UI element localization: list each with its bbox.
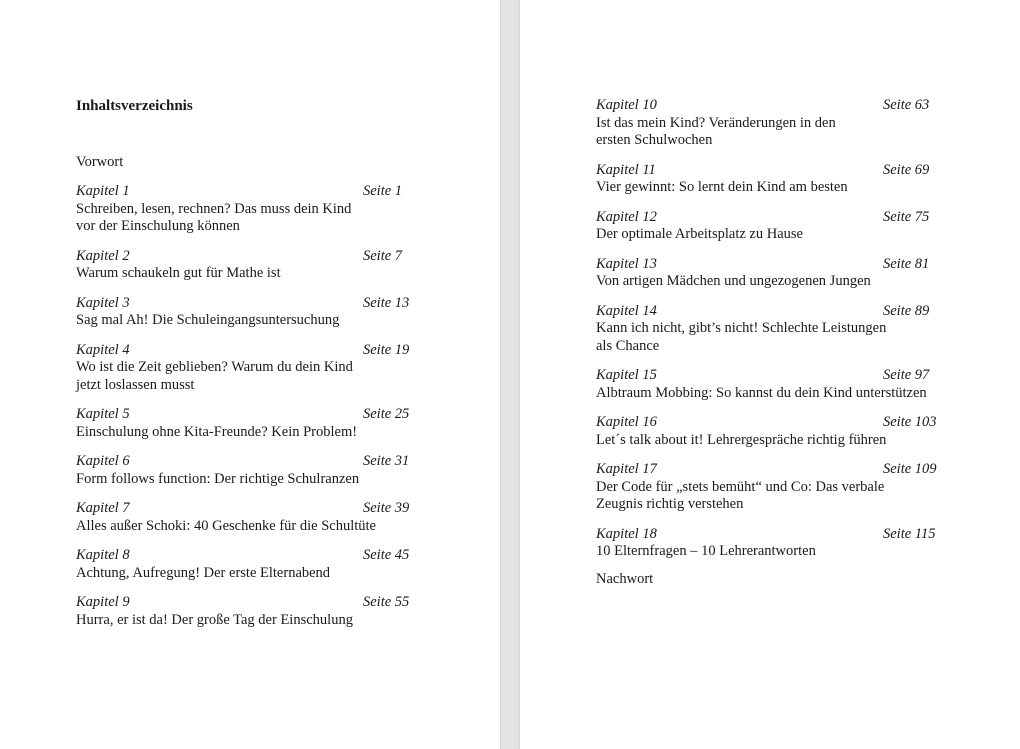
chapter-label: Kapitel 6 [76, 453, 130, 469]
chapter-label: Kapitel 15 [596, 367, 657, 383]
chapter-title-line: Form follows function: Der richtige Schulranzen [76, 470, 360, 487]
toc-entry-head [596, 526, 966, 544]
toc-entry-head [596, 209, 966, 227]
chapter-label: Kapitel 8 [76, 547, 130, 563]
page-reference: Seite 31 [363, 453, 410, 469]
toc-entry-head [76, 406, 421, 424]
page-reference: Seite 115 [883, 525, 936, 542]
toc-entry-head [76, 500, 421, 518]
toc-entry [76, 500, 421, 535]
chapter-title-line: ersten Schulwochen [596, 132, 713, 148]
chapter-label: Kapitel 4 [76, 341, 130, 358]
page-gutter [500, 0, 520, 749]
toc-entry-head [76, 453, 421, 471]
toc-title: Inhaltsverzeichnis [76, 98, 193, 114]
page-reference: Seite 39 [363, 500, 410, 516]
toc-entry [596, 209, 966, 244]
toc-entry [76, 453, 421, 488]
chapter-title-line: Schreiben, lesen, rechnen? Das muss dein Kind [76, 200, 352, 217]
chapter-title-line: Ist das mein Kind? Veränderungen in den [596, 114, 836, 131]
toc-entry [76, 342, 421, 395]
page-reference: Seite 55 [363, 594, 410, 610]
toc-entry-head [596, 162, 966, 180]
toc-entry-head [76, 295, 421, 313]
toc-entry-head [596, 367, 966, 385]
chapter-label: Kapitel 10 [596, 97, 657, 113]
chapter-label: Kapitel 7 [76, 500, 130, 516]
page-reference: Seite 81 [883, 255, 930, 272]
chapter-label: Kapitel 9 [76, 594, 130, 610]
chapter-title-line: Warum schaukeln gut für Mathe ist [76, 265, 281, 281]
chapter-title-line: Achtung, Aufregung! Der erste Elternabend [76, 564, 331, 581]
chapter-title-line: Kann ich nicht, gibt’s nicht! Schlechte Leistungen [596, 320, 887, 336]
toc-entry [596, 162, 966, 197]
toc-nachwort: Nachwort [596, 570, 654, 587]
chapter-label: Kapitel 2 [76, 247, 130, 264]
toc-entry [76, 547, 421, 582]
toc-entry [596, 526, 966, 561]
chapter-label: Kapitel 3 [76, 294, 130, 311]
chapter-label: Kapitel 18 [596, 525, 657, 542]
chapter-label: Kapitel 12 [596, 208, 657, 225]
toc-entry [76, 183, 421, 236]
chapter-title-line: Sag mal Ah! Die Schuleingangsuntersuchung [76, 312, 340, 328]
toc-entry [596, 414, 966, 449]
toc-entry [596, 303, 966, 356]
toc-entry [76, 594, 421, 629]
chapter-title-line: Von artigen Mädchen und ungezogenen Jungen [596, 273, 871, 289]
chapter-label: Kapitel 17 [596, 461, 657, 477]
chapter-title-line: Albtraum Mobbing: So kannst du dein Kind unterstützen [596, 384, 927, 401]
toc-entry [76, 248, 421, 283]
chapter-label: Kapitel 13 [596, 255, 657, 272]
toc-entry-head [76, 594, 421, 612]
chapter-title-line: Hurra, er ist da! Der große Tag der Einschulung [76, 611, 353, 628]
page-reference: Seite 25 [363, 406, 410, 422]
chapter-title-line: Alles außer Schoki: 40 Geschenke für die Schultüte [76, 517, 376, 534]
toc-entry-head [76, 248, 421, 266]
page-left [0, 0, 500, 749]
page-reference: Seite 69 [883, 161, 930, 178]
chapter-label: Kapitel 16 [596, 414, 657, 430]
toc-entry-head [596, 97, 966, 115]
toc-entry [596, 97, 966, 150]
page-reference: Seite 103 [883, 414, 937, 430]
chapter-label: Kapitel 11 [596, 161, 656, 178]
page-reference: Seite 63 [883, 97, 930, 113]
page-reference: Seite 13 [363, 294, 410, 311]
chapter-title-line: Der Code für „stets bemüht“ und Co: Das verbale [596, 478, 885, 495]
chapter-title-line: als Chance [596, 337, 660, 354]
toc-vorwort: Vorwort [76, 154, 124, 170]
toc-entry-head [596, 461, 966, 479]
chapter-title-line: jetzt loslassen musst [76, 376, 195, 393]
toc-entry [596, 367, 966, 402]
toc-entry-head [76, 183, 421, 201]
toc-entry-head [596, 256, 966, 274]
page-reference: Seite 89 [883, 302, 930, 319]
page-reference: Seite 1 [363, 183, 403, 199]
toc-entry [76, 406, 421, 441]
toc-entry-head [76, 547, 421, 565]
page-reference: Seite 7 [363, 247, 403, 264]
chapter-title-line: vor der Einschulung können [76, 218, 240, 234]
chapter-label: Kapitel 5 [76, 406, 130, 422]
page-reference: Seite 19 [363, 341, 410, 358]
page-reference: Seite 75 [883, 208, 930, 225]
page-right [520, 0, 1020, 749]
toc-entry-head [76, 342, 421, 360]
toc-entry [76, 295, 421, 330]
toc-entry-head [596, 414, 966, 432]
page-reference: Seite 109 [883, 461, 937, 477]
chapter-title-line: 10 Elternfragen – 10 Lehrerantworten [596, 543, 816, 559]
chapter-title-line: Let´s talk about it! Lehrergespräche richtig führen [596, 431, 887, 448]
toc-entry-head [596, 303, 966, 321]
chapter-title-line: Zeugnis richtig verstehen [596, 496, 744, 512]
toc-entry [596, 461, 966, 514]
chapter-label: Kapitel 1 [76, 183, 130, 199]
page-reference: Seite 45 [363, 547, 410, 563]
chapter-title-line: Wo ist die Zeit geblieben? Warum du dein Kind [76, 359, 353, 375]
chapter-title-line: Vier gewinnt: So lernt dein Kind am besten [596, 179, 848, 195]
chapter-label: Kapitel 14 [596, 302, 657, 319]
page-reference: Seite 97 [883, 367, 930, 383]
chapter-title-line: Einschulung ohne Kita-Freunde? Kein Problem! [76, 423, 358, 440]
toc-entry [596, 256, 966, 291]
chapter-title-line: Der optimale Arbeitsplatz zu Hause [596, 226, 803, 242]
